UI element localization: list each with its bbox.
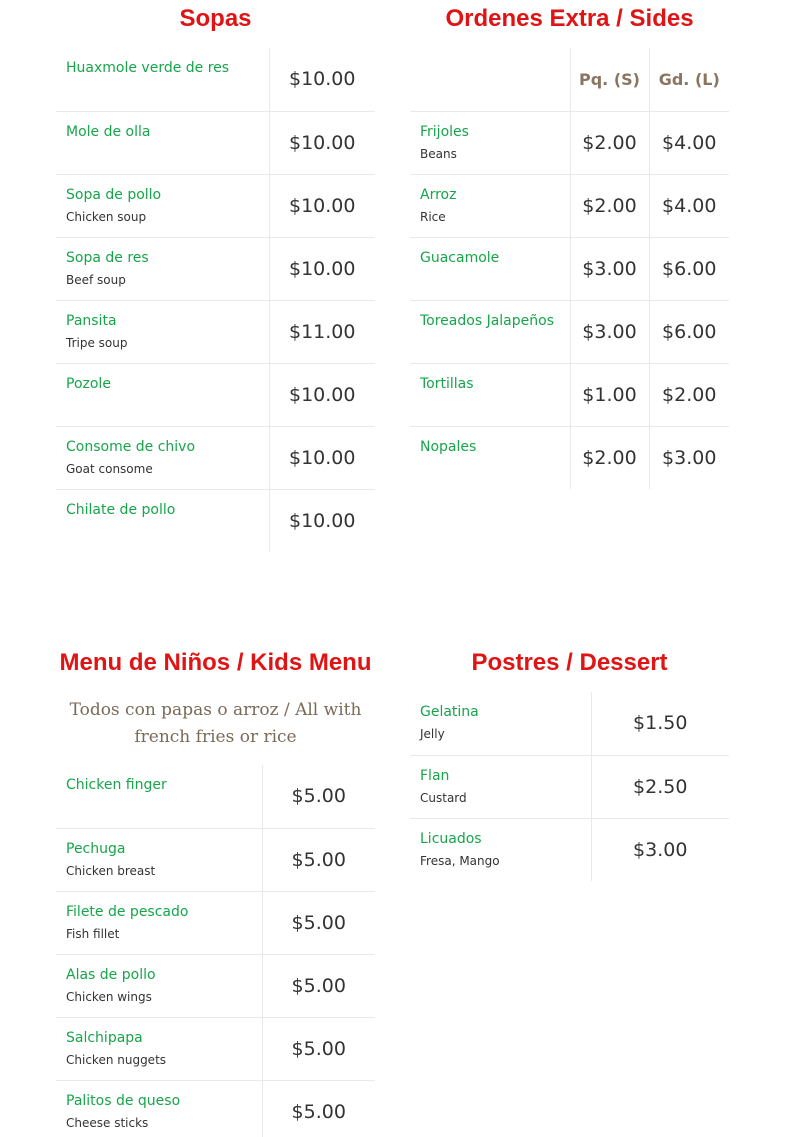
item-price-small: $1.00 [570, 363, 649, 426]
menu-item-row [56, 111, 375, 174]
item-name: Sopa de res [66, 249, 149, 266]
item-price-price: $5.00 [262, 1080, 375, 1137]
item-name: Chicken finger [66, 777, 167, 793]
menu-item-row [56, 300, 375, 363]
item-price-large: $6.00 [649, 237, 729, 300]
item-name: Pozole [66, 375, 111, 392]
item-description: Fish fillet [66, 926, 120, 941]
item-description: Beef soup [66, 272, 126, 287]
item-price-large: $4.00 [649, 174, 729, 237]
menu-item-cell [410, 174, 570, 237]
item-description: Chicken breast [66, 863, 156, 878]
menu-item-row [410, 426, 729, 489]
menu-item-cell [56, 1080, 262, 1137]
item-price-price: $10.00 [269, 426, 375, 489]
menu-item-cell [56, 891, 262, 954]
item-price-price: $10.00 [269, 489, 375, 552]
item-name: Nopales [420, 438, 477, 455]
item-price-price: $5.00 [262, 765, 375, 828]
item-price-price: $5.00 [262, 1017, 375, 1080]
postres-section [410, 648, 729, 881]
sopas-section [56, 4, 375, 552]
item-name: Guacamole [420, 249, 500, 266]
sopas-title: Sopas [179, 5, 252, 32]
item-name: Toreados Jalapeños [420, 312, 554, 329]
menu-item-cell [56, 111, 269, 174]
menu-item-row [56, 174, 375, 237]
menu-item-row [56, 828, 375, 891]
menu-item-cell [56, 954, 262, 1017]
item-description: Tripe soup [66, 335, 128, 350]
sides-table [410, 48, 729, 489]
item-name: Consome de chivo [66, 438, 196, 455]
menu-item-cell [56, 489, 269, 552]
item-price-price: $2.50 [591, 755, 729, 818]
item-price-price: $10.00 [269, 111, 375, 174]
kids-table [56, 765, 375, 1137]
menu-item-cell [56, 363, 269, 426]
menu-item-cell [410, 237, 570, 300]
sides-header-blank [410, 48, 570, 111]
kids-title: Menu de Niños / Kids Menu [59, 649, 372, 676]
menu-item-cell [56, 426, 269, 489]
menu-item-row [56, 363, 375, 426]
menu-item-row [410, 692, 729, 755]
item-name: Salchipapa [66, 1029, 143, 1046]
menu-item-row [56, 891, 375, 954]
menu-item-cell [56, 300, 269, 363]
item-name: Gelatina [420, 704, 479, 720]
item-name: Sopa de pollo [66, 186, 162, 203]
item-price-price: $5.00 [262, 954, 375, 1017]
menu-item-row [56, 426, 375, 489]
menu-item-cell [56, 765, 262, 828]
item-name: Filete de pescado [66, 903, 189, 920]
menu-item-cell [56, 237, 269, 300]
menu-item-row [56, 954, 375, 1017]
menu-item-cell [56, 828, 262, 891]
item-price-price: $3.00 [591, 818, 729, 881]
item-name: Licuados [420, 830, 482, 847]
menu-item-row [56, 765, 375, 828]
menu-item-cell [410, 111, 570, 174]
item-description: Chicken soup [66, 209, 147, 224]
menu-item-row [56, 48, 375, 111]
item-description: Jelly [420, 727, 445, 741]
menu-item-cell [410, 755, 591, 818]
menu-item-cell [56, 48, 269, 111]
item-price-large: $2.00 [649, 363, 729, 426]
item-price-small: $2.00 [570, 174, 649, 237]
item-price-large: $6.00 [649, 300, 729, 363]
item-name: Huaxmole verde de res [66, 60, 230, 76]
item-name: Palitos de queso [66, 1092, 181, 1109]
menu-item-row [410, 363, 729, 426]
item-name: Pansita [66, 312, 117, 329]
item-description: Chicken wings [66, 989, 152, 1004]
item-price-price: $5.00 [262, 828, 375, 891]
menu-item-row [410, 174, 729, 237]
menu-item-row [410, 300, 729, 363]
item-description: Goat consome [66, 461, 153, 476]
item-price-price: $10.00 [269, 363, 375, 426]
item-name: Flan [420, 767, 450, 784]
item-description: Fresa, Mango [420, 853, 500, 868]
menu-item-cell [410, 818, 591, 881]
item-price-price: $10.00 [269, 237, 375, 300]
item-price-price: $10.00 [269, 48, 375, 111]
item-name: Alas de pollo [66, 966, 156, 983]
item-description: Rice [420, 209, 446, 224]
item-price-small: $3.00 [570, 237, 649, 300]
item-price-small: $2.00 [570, 111, 649, 174]
item-price-price: $10.00 [269, 174, 375, 237]
sides-header-large: Gd. (L) [649, 48, 729, 111]
item-description: Cheese sticks [66, 1115, 149, 1130]
item-name: Tortillas [420, 375, 474, 392]
item-description: Chicken nuggets [66, 1052, 167, 1067]
item-name: Arroz [420, 186, 457, 203]
kids-subtitle: Todos con papas o arroz / All with french fries or rice [69, 700, 362, 747]
item-price-price: $11.00 [269, 300, 375, 363]
item-price-large: $4.00 [649, 111, 729, 174]
kids-section [56, 648, 375, 1137]
menu-item-row [56, 1080, 375, 1137]
postres-title: Postres / Dessert [471, 649, 668, 676]
item-name: Pechuga [66, 840, 126, 857]
item-description: Beans [420, 146, 457, 161]
item-description: Custard [420, 790, 467, 805]
sides-header-small: Pq. (S) [570, 48, 649, 111]
item-price-price: $5.00 [262, 891, 375, 954]
menu-item-row [410, 111, 729, 174]
item-name: Chilate de pollo [66, 501, 176, 518]
menu-item-cell [410, 692, 591, 755]
item-name: Mole de olla [66, 123, 151, 140]
postres-table [410, 692, 729, 881]
menu-item-cell [410, 300, 570, 363]
sopas-table [56, 48, 375, 552]
menu-item-cell [410, 426, 570, 489]
item-price-small: $3.00 [570, 300, 649, 363]
item-price-price: $1.50 [591, 692, 729, 755]
menu-item-cell [410, 363, 570, 426]
sides-title: Ordenes Extra / Sides [445, 5, 694, 32]
menu-item-cell [56, 174, 269, 237]
sides-section [410, 4, 729, 489]
item-price-small: $2.00 [570, 426, 649, 489]
menu-item-row [56, 489, 375, 552]
menu-item-row [56, 1017, 375, 1080]
menu-item-row [410, 818, 729, 881]
menu-item-row [410, 237, 729, 300]
menu-item-cell [56, 1017, 262, 1080]
item-price-large: $3.00 [649, 426, 729, 489]
menu-item-row [56, 237, 375, 300]
item-name: Frijoles [420, 123, 469, 140]
menu-item-row [410, 755, 729, 818]
